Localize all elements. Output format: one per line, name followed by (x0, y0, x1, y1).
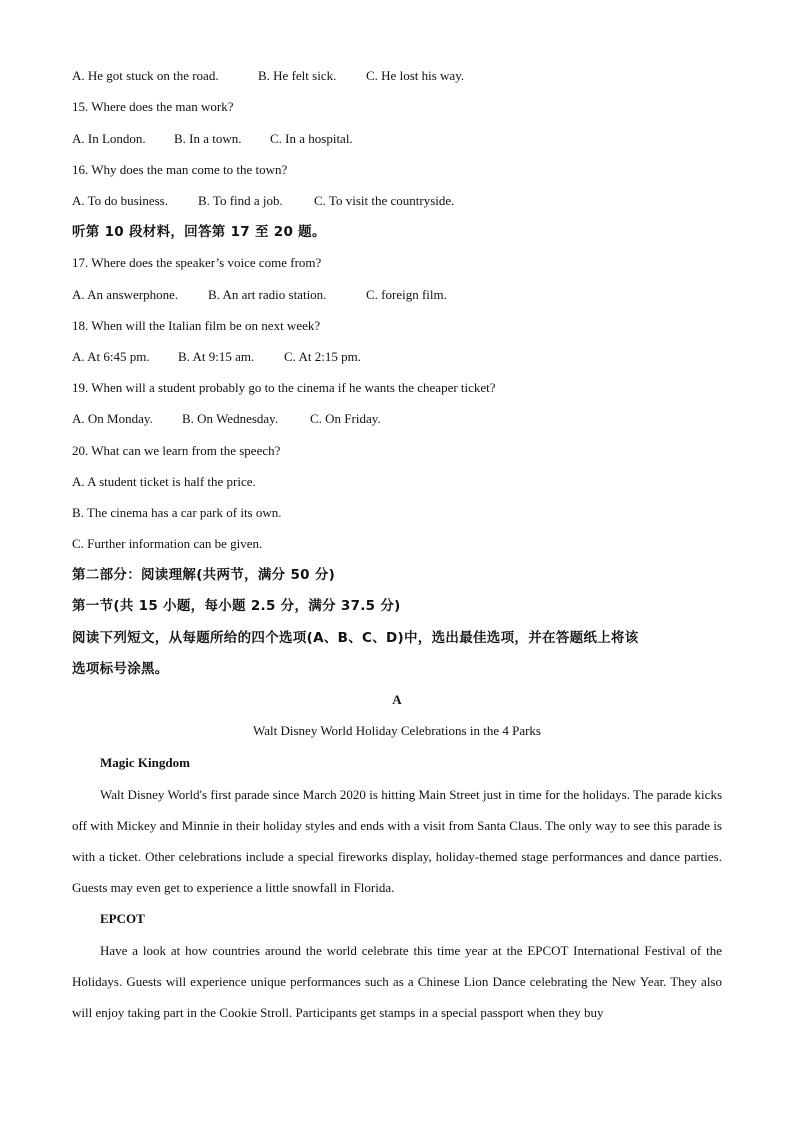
q17-option-c: C. foreign film. (366, 287, 447, 302)
instructions-line-1: 阅读下列短文，从每题所给的四个选项(A、B、C、D)中，选出最佳选项，并在答题纸上将该 (72, 630, 639, 646)
q16-options (72, 193, 454, 209)
part2-heading: 第二部分：阅读理解(共两节，满分 50 分) (72, 567, 336, 583)
q20-option-b: B. The cinema has a car park of its own. (72, 505, 282, 520)
q14-option-b: B. He felt sick. (258, 68, 337, 83)
passage-letter: A (392, 692, 402, 707)
passage-title: Walt Disney World Holiday Celebrations in the 4 Parks (253, 723, 541, 738)
epcot-heading: EPCOT (100, 911, 145, 926)
q19-option-c: C. On Friday. (310, 411, 381, 426)
q15-option-a: A. In London. (72, 131, 146, 146)
q14-options (72, 68, 464, 84)
q15-option-c: C. In a hospital. (270, 131, 353, 146)
q18-option-c: C. At 2:15 pm. (284, 349, 361, 364)
q19-options (72, 411, 381, 427)
q20-question: 20. What can we learn from the speech? (72, 443, 281, 458)
q18-question: 18. When will the Italian film be on next week? (72, 318, 321, 333)
q19-option-b: B. On Wednesday. (182, 411, 279, 426)
q18-option-b: B. At 9:15 am. (178, 349, 255, 364)
q17-option-b: B. An art radio station. (208, 287, 327, 302)
section1-heading: 第一节(共 15 小题，每小题 2.5 分，满分 37.5 分) (72, 598, 401, 614)
q18-option-a: A. At 6:45 pm. (72, 349, 150, 364)
q18-options (72, 349, 361, 365)
q16-option-a: A. To do business. (72, 193, 168, 208)
q19-question: 19. When will a student probably go to the cinema if he wants the cheaper ticket? (72, 380, 496, 395)
q15-option-b: B. In a town. (174, 131, 242, 146)
instructions-line-2: 选项标号涂黑。 (72, 661, 169, 677)
magic-kingdom-heading: Magic Kingdom (100, 755, 190, 770)
q16-question: 16. Why does the man come to the town? (72, 162, 288, 177)
epcot-paragraph: Have a look at how countries around the world celebrate this time year at the EPCOT International Festival of the Holidays. Guests will experience unique performances such as a Chinese Lion Dance celebrating the New Year. They also will enjoy taking part in the Cookie Stroll. Participants get stamps in a special passport when they buy (72, 943, 722, 1020)
magic-kingdom-paragraph: Walt Disney World's first parade since March 2020 is hitting Main Street just in time for the holidays. The parade kicks off with Mickey and Minnie in their holiday styles and ends with a visit from Santa Claus. The only way to see this parade is with a ticket. Other celebrations include a special fireworks display, holiday-themed stage performances and dance parties. Guests may even get to experience a little snowfall in Florida. (72, 787, 722, 895)
q20-option-a: A. A student ticket is half the price. (72, 474, 256, 489)
q19-option-a: A. On Monday. (72, 411, 153, 426)
q17-options (72, 287, 447, 303)
q17-question: 17. Where does the speaker’s voice come from? (72, 255, 322, 270)
q14-option-c: C. He lost his way. (366, 68, 465, 83)
q15-options (72, 131, 353, 147)
q15-question: 15. Where does the man work? (72, 99, 234, 114)
q17-option-a: A. An answerphone. (72, 287, 179, 302)
q16-option-c: C. To visit the countryside. (314, 193, 455, 208)
q16-option-b: B. To find a job. (198, 193, 283, 208)
q20-option-c: C. Further information can be given. (72, 536, 263, 551)
q14-option-a: A. He got stuck on the road. (72, 68, 219, 83)
section-10-heading: 听第 10 段材料，回答第 17 至 20 题。 (72, 224, 326, 240)
